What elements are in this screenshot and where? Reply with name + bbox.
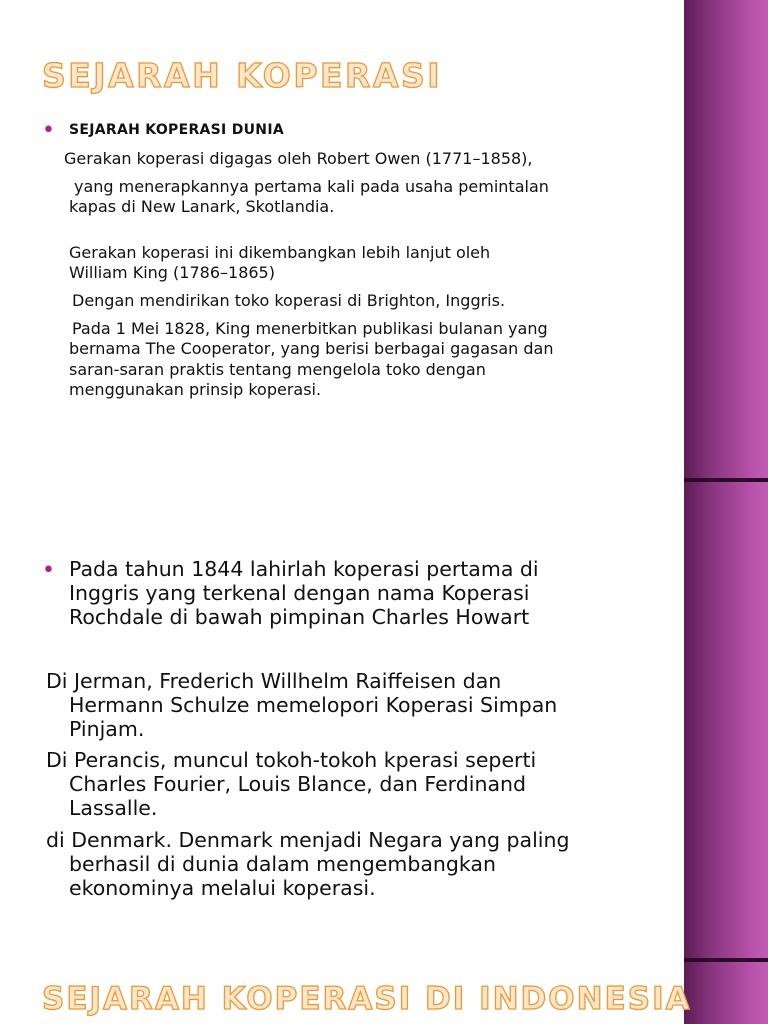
text-line: Di Jerman, Frederich Willhelm Raiffeisen dan bbox=[46, 669, 502, 693]
text-line: Gerakan koperasi ini dikembangkan lebih lanjut oleh bbox=[69, 243, 491, 262]
text-line: ekonominya melalui koperasi. bbox=[69, 876, 376, 900]
text-line: Pinjam. bbox=[69, 717, 145, 741]
text-line: saran-saran praktis tentang mengelola toko dengan bbox=[69, 360, 486, 379]
text-line: yang menerapkannya pertama kali pada usaha pemintalan bbox=[74, 177, 549, 196]
text-line: William King (1786–1865) bbox=[69, 263, 275, 282]
text-line: Charles Fourier, Louis Blance, dan Ferdinand bbox=[69, 772, 527, 796]
band-segment bbox=[684, 962, 768, 1024]
text-line: Rochdale di bawah pimpinan Charles Howart bbox=[69, 605, 530, 629]
section-heading: SEJARAH KOPERASI DUNIA bbox=[69, 122, 284, 138]
bullet-icon: • bbox=[42, 558, 55, 583]
text-line: Pada 1 Mei 1828, King menerbitkan publikasi bulanan yang bbox=[72, 319, 548, 338]
text-line: berhasil di dunia dalam mengembangkan bbox=[69, 852, 496, 876]
text-line: kapas di New Lanark, Skotlandia. bbox=[69, 197, 335, 216]
decorative-side-band bbox=[684, 0, 768, 1024]
text-line: bernama The Cooperator, yang berisi berbagai gagasan dan bbox=[69, 339, 554, 358]
band-segment bbox=[684, 0, 768, 478]
text-line: Lassalle. bbox=[69, 796, 158, 820]
next-slide-title: SEJARAH KOPERASI DI INDONESIA bbox=[42, 981, 692, 1017]
slide-title: SEJARAH KOPERASI bbox=[42, 56, 443, 95]
text-line: Hermann Schulze memelopori Koperasi Simpan bbox=[69, 693, 558, 717]
text-line: Inggris yang terkenal dengan nama Koperasi bbox=[69, 581, 530, 605]
text-line: Gerakan koperasi digagas oleh Robert Owen (1771–1858), bbox=[64, 149, 533, 168]
text-line: menggunakan prinsip koperasi. bbox=[69, 380, 322, 399]
text-line: Dengan mendirikan toko koperasi di Brighton, Inggris. bbox=[72, 291, 506, 310]
bullet-icon: • bbox=[42, 118, 55, 143]
band-segment bbox=[684, 482, 768, 958]
text-line: Pada tahun 1844 lahirlah koperasi pertama di bbox=[69, 557, 539, 581]
text-line: Di Perancis, muncul tokoh-tokoh kperasi seperti bbox=[46, 748, 537, 772]
text-line: di Denmark. Denmark menjadi Negara yang paling bbox=[46, 828, 570, 852]
